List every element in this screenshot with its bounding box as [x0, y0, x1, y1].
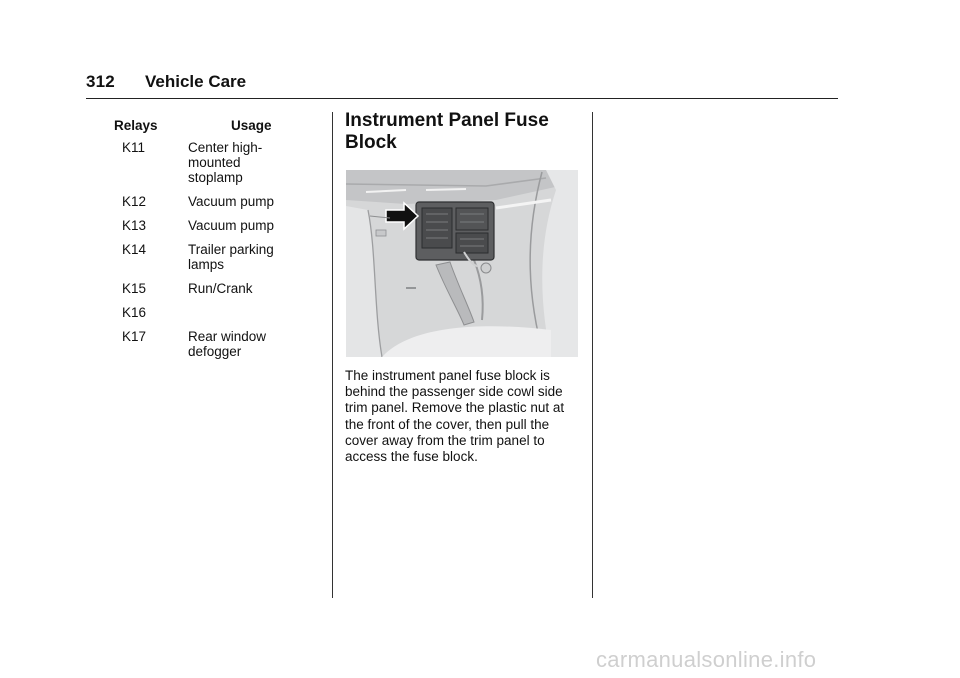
relay-row [100, 242, 290, 272]
relay-table [100, 118, 290, 368]
relay-row [100, 194, 290, 209]
section-title: Vehicle Care [145, 72, 247, 91]
page-number: 312 [86, 72, 115, 91]
relay-id: K16 [122, 305, 147, 320]
relay-usage: Vacuum pump [188, 194, 275, 209]
relay-row [100, 140, 290, 185]
relay-usage: Trailer parking lamps [188, 242, 274, 272]
relay-row [100, 305, 290, 320]
fuse-block-description: The instrument panel fuse block is behind the passenger side cowl side trim panel. Remove the plastic nut at the front of the cover, then pull the cover away from the trim panel to access the fuse block. [345, 368, 565, 465]
relay-id: K13 [122, 218, 147, 233]
column-divider-left [332, 112, 333, 598]
watermark: carmanualsonline.info [596, 647, 817, 672]
relay-usage: Center high-mounted stoplamp [188, 140, 263, 185]
relay-table-header [100, 118, 290, 140]
relay-id: K15 [122, 281, 147, 296]
fuse-block-heading: Instrument Panel Fuse Block [345, 110, 549, 153]
fuse-block-illustration [346, 170, 578, 357]
relay-id: K14 [122, 242, 147, 257]
header-rule [86, 98, 838, 99]
relay-id: K11 [122, 140, 146, 155]
relay-row [100, 329, 290, 359]
usage-column-header: Usage [231, 118, 272, 133]
column-divider-right [592, 112, 593, 598]
relay-id: K17 [122, 329, 147, 344]
relay-usage: Vacuum pump [188, 218, 275, 233]
relay-id: K12 [122, 194, 147, 209]
relays-column-header: Relays [114, 118, 158, 133]
relay-usage: Run/Crank [188, 281, 253, 296]
relay-usage: Rear window defogger [188, 329, 267, 359]
relay-row [100, 218, 290, 233]
relay-row [100, 281, 290, 296]
